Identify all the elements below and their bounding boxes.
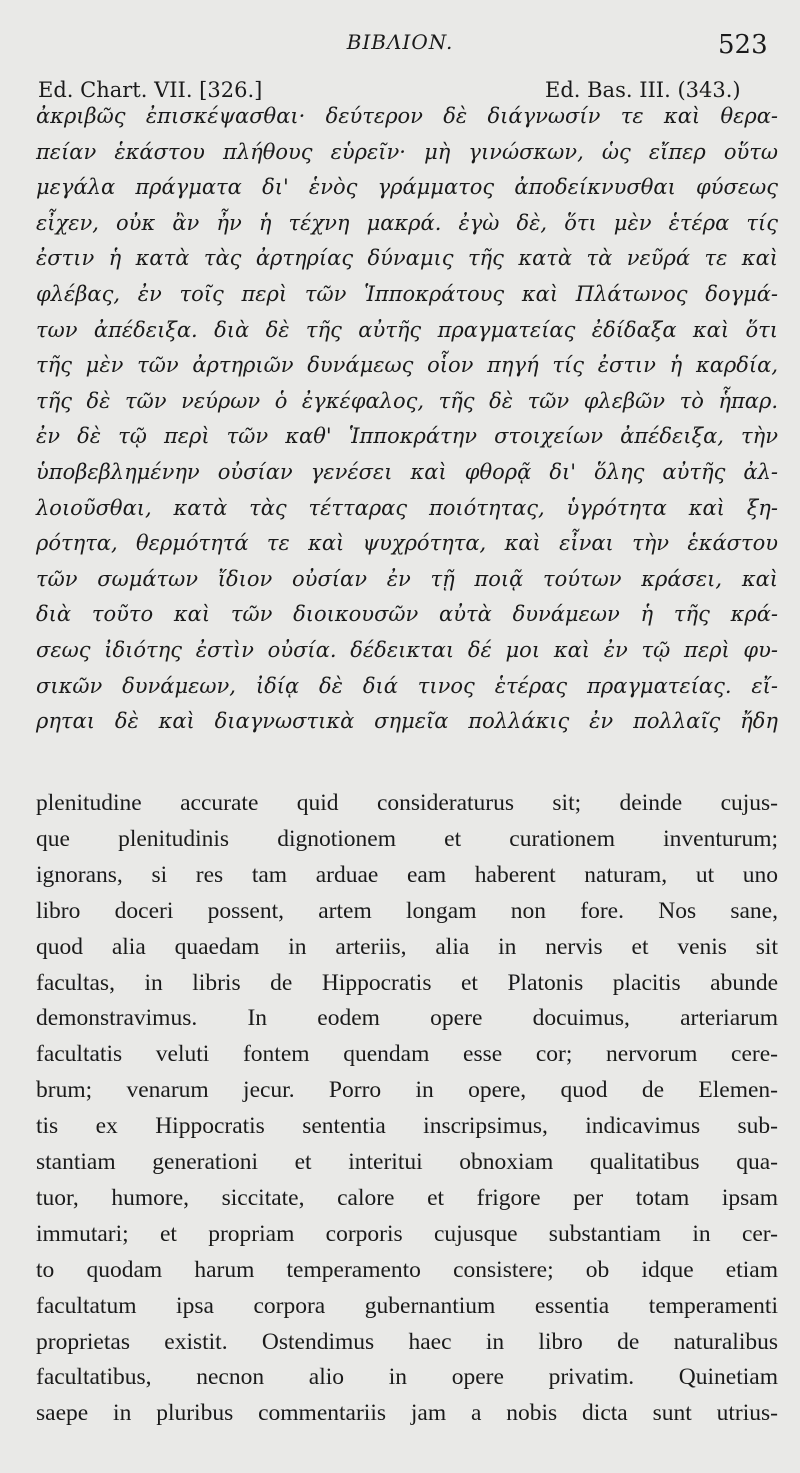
greek-line: λοιοῦσθαι, κατὰ τὰς τέτταρας ποιότητας, ὑγρότητα καὶ ξη- xyxy=(36,495,778,520)
latin-line: que plenitudinis dignotionem et curationem inventurum; xyxy=(36,825,778,852)
latin-line: facultatis veluti fontem quendam esse cor; nervorum cere- xyxy=(36,1041,778,1068)
greek-line: τῆς δὲ τῶν νεύρων ὁ ἐγκέφαλος, τῆς δὲ τῶν φλεβῶν τὸ ἧπαρ. xyxy=(36,388,778,413)
greek-line: ὑποβεβλημένην οὐσίαν γενέσει καὶ φθορᾷ δι' ὅλης αὐτῆς ἀλ- xyxy=(36,460,778,484)
greek-line: ρότητα, θερμότητά τε καὶ ψυχρότητα, καὶ εἶναι τὴν ἑκάστου xyxy=(36,531,778,556)
greek-line: εἶχεν, οὐκ ἂν ἦν ἡ τέχνη μακρά. ἐγὼ δὲ, ὅτι μὲν ἑτέρα τίς xyxy=(36,210,778,235)
greek-line: φλέβας, ἐν τοῖς περὶ τῶν Ἱπποκράτους καὶ Πλάτωνος δογμά- xyxy=(36,282,778,306)
edition-reference-right: Ed. Bas. III. (343.) xyxy=(545,78,741,102)
latin-line: to quodam harum temperamento consistere; ob idque etiam xyxy=(36,1256,778,1283)
edition-reference-left: Ed. Chart. VII. [326.] xyxy=(38,78,263,102)
latin-line: brum; venarum jecur. Porro in opere, quod de Elemen- xyxy=(36,1077,778,1104)
greek-line: σικῶν δυνάμεων, ἰδίᾳ δὲ διά τινος ἑτέρας πραγματείας. εἴ- xyxy=(36,673,778,698)
greek-line: ἀκριβῶς ἐπισκέψασθαι· δεύτερον δὲ διάγνωσίν τε καὶ θερα- xyxy=(36,104,778,128)
greek-line: ἐν δὲ τῷ περὶ τῶν καθ' Ἱπποκράτην στοιχείων ἀπέδειξα, τὴν xyxy=(36,424,778,449)
running-title: BIBΛION. xyxy=(346,30,454,54)
latin-line: saepe in pluribus commentariis jam a nobis dicta sunt utrius- xyxy=(36,1400,778,1427)
latin-line: stantiam generationi et interitui obnoxiam qualitatibus qua- xyxy=(36,1149,778,1175)
latin-line: libro doceri possent, artem longam non fore. Nos sane, xyxy=(36,897,778,924)
greek-line: των ἀπέδειξα. διὰ δὲ τῆς αὐτῆς πραγματείας ἐδίδαξα καὶ ὅτι xyxy=(36,317,778,342)
latin-line: tis ex Hippocratis sententia inscripsimus, indicavimus sub- xyxy=(36,1113,778,1140)
greek-line: τῆς μὲν τῶν ἀρτηριῶν δυνάμεως οἷον πηγή τίς ἐστιν ἡ καρδία, xyxy=(36,353,778,378)
greek-line: τῶν σωμάτων ἴδιον οὐσίαν ἐν τῇ ποιᾷ τούτων κράσει, καὶ xyxy=(36,566,778,591)
latin-line: immutari; et propriam corporis cujusque substantiam in cer- xyxy=(36,1220,778,1247)
latin-line: proprietas existit. Ostendimus haec in libro de naturalibus xyxy=(36,1328,778,1355)
latin-line: ignorans, si res tam arduae eam haberent naturam, ut uno xyxy=(36,861,778,888)
greek-line: ἐστιν ἡ κατὰ τὰς ἀρτηρίας δύναμις τῆς κατὰ τὰ νεῦρά τε καὶ xyxy=(36,246,778,271)
latin-line: facultas, in libris de Hippocratis et Platonis placitis abunde xyxy=(36,969,778,996)
greek-line: σεως ἰδιότης ἐστὶν οὐσία. δέδεικται δέ μοι καὶ ἐν τῷ περὶ φυ- xyxy=(36,638,778,662)
latin-line: facultatibus, necnon alio in opere privatim. Quinetiam xyxy=(36,1364,778,1391)
latin-line: tuor, humore, siccitate, calore et frigore per totam ipsam xyxy=(36,1184,778,1211)
latin-line: quod alia quaedam in arteriis, alia in nervis et venis sit xyxy=(36,933,778,960)
latin-line: demonstravimus. In eodem opere docuimus, arteriarum xyxy=(36,1005,778,1032)
greek-line: μεγάλα πράγματα δι' ἑνὸς γράμματος ἀποδείκνυσθαι φύσεως xyxy=(36,175,778,200)
greek-line: ρηται δὲ καὶ διαγνωστικὰ σημεῖα πολλάκις ἐν πολλαῖς ἤδη xyxy=(36,709,778,734)
page-number: 523 xyxy=(718,30,768,60)
greek-line: πείαν ἑκάστου πλήθους εὑρεῖν· μὴ γινώσκων, ὡς εἴπερ οὕτω xyxy=(36,139,778,164)
latin-line: facultatum ipsa corpora gubernantium essentia temperamenti xyxy=(36,1292,778,1319)
latin-line: plenitudine accurate quid consideraturus sit; deinde cujus- xyxy=(36,790,778,816)
greek-line: διὰ τοῦτο καὶ τῶν διοικουσῶν αὐτὰ δυνάμεων ἡ τῆς κρά- xyxy=(36,602,778,627)
